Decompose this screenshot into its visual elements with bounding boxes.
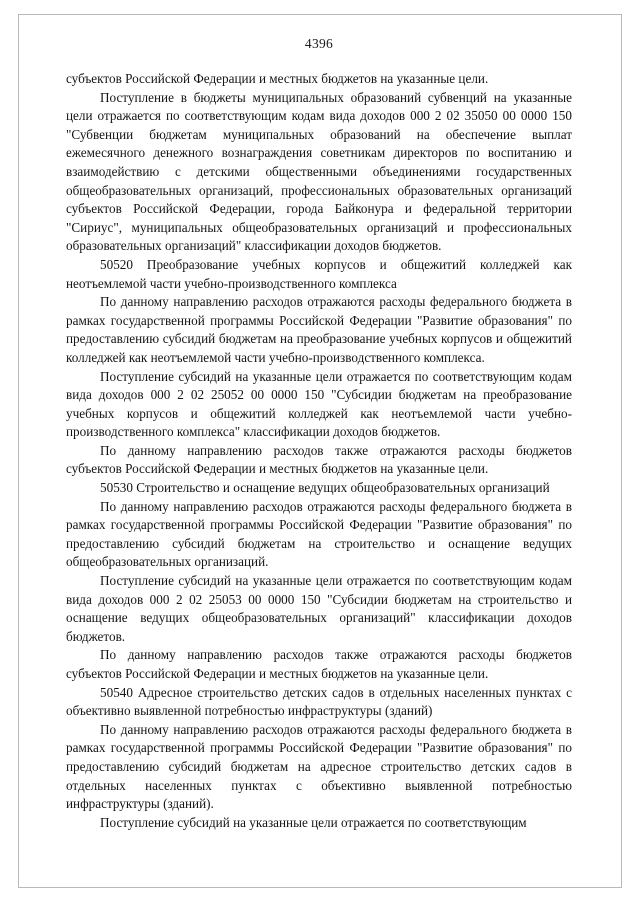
paragraph: Поступление субсидий на указанные цели отражается по соответствующим кодам вида доходов 000 2 02 25053 00 0000 150 "Субсидии бюджетам на строительство и оснащение ведущих общеобразовательных организаций" классификации доходов бюджетов. <box>66 573 572 644</box>
paragraph: По данному направлению расходов также отражаются расходы бюджетов субъектов Российской Федерации и местных бюджетов на указанные цели. <box>66 647 572 681</box>
paragraph: По данному направлению расходов также отражаются расходы бюджетов субъектов Российской Федерации и местных бюджетов на указанные цели. <box>66 442 572 477</box>
paragraph: Поступление в бюджеты муниципальных образований субвенций на указанные цели отражается по соответствующим кодам вида доходов 000 2 02 35050 00 0000 150 "Субвенции бюджетам муниципальных образований на обеспечение выплат ежемесячного денежного вознаграждения советникам директоров по воспитанию и взаимодействию с детскими общественными объединениями государственных общеобразовательных организаций, профессиональных образовательных организаций субъектов Российской Федерации, города Байконура и федеральной территории "Сириус", муниципальных общеобразовательных организаций и профессиональных образовательных организаций" классификации доходов бюджетов. <box>66 89 572 254</box>
paragraph: По данному направлению расходов отражаются расходы федерального бюджета в рамках государственной программы Российской Федерации "Развитие образования" по предоставлению субсидий бюджетам на строительство и оснащение ведущих общеобразовательных организаций. <box>66 498 572 570</box>
paragraph: 50530 Строительство и оснащение ведущих общеобразовательных организаций <box>100 480 550 496</box>
paragraph: Поступление субсидий на указанные цели отражается по соответствующим <box>100 814 527 830</box>
page-number: 4396 <box>304 36 334 51</box>
paragraph: По данному направлению расходов отражаются расходы федерального бюджета в рамках государственной программы Российской Федерации "Развитие образования" по предоставлению субсидий бюджетам на адресное строительство детских садов в отдельных населенных пунктах с объективно выявленной потребностью инфраструктуры (зданий). <box>66 721 572 812</box>
paragraph: 50540 Адресное строительство детских садов в отдельных населенных пунктах с объективно выявленной потребностью инфраструктуры (зданий) <box>66 684 572 719</box>
paragraph: субъектов Российской Федерации и местных бюджетов на указанные цели. <box>66 71 489 86</box>
page-content <box>66 36 572 832</box>
paragraph: По данному направлению расходов отражаются расходы федерального бюджета в рамках государственной программы Российской Федерации "Развитие образования" по предоставлению субсидий бюджетам на преобразование учебных корпусов и общежитий колледжей как неотъемлемой части учебно-производственного комплекса. <box>66 294 572 365</box>
paragraph: Поступление субсидий на указанные цели отражается по соответствующим кодам вида доходов 000 2 02 25052 00 0000 150 "Субсидии бюджетам на преобразование учебных корпусов и общежитий колледжей как неотъемлемой части учебно-производственного комплекса" классификации доходов бюджетов. <box>66 368 572 440</box>
paragraph: 50520 Преобразование учебных корпусов и общежитий колледжей как неотъемлемой части учебно-производственного комплекса <box>66 256 572 291</box>
